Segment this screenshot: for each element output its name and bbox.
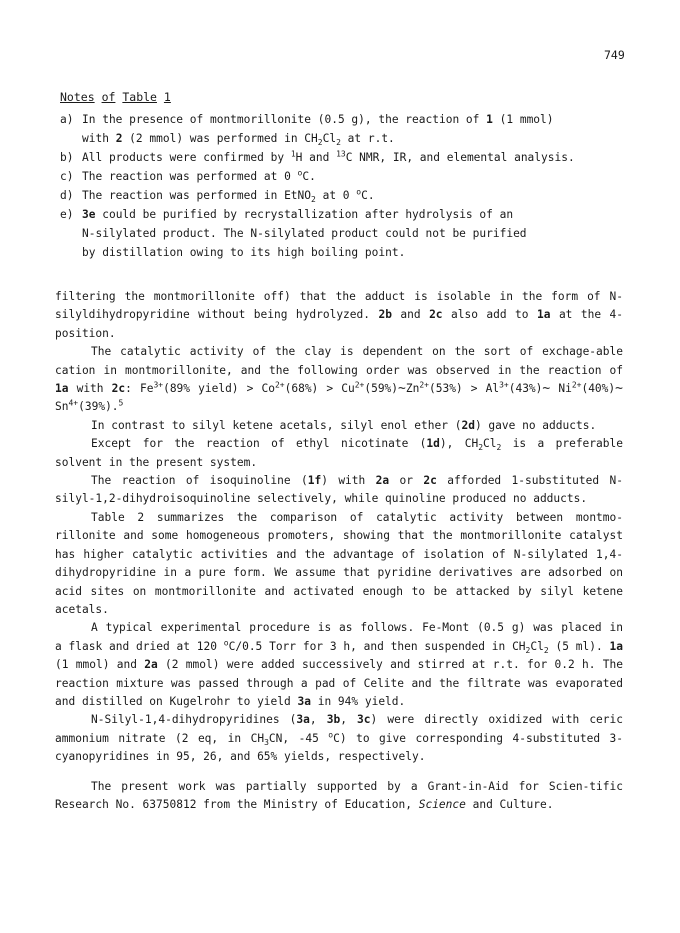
note-b: b) All products were confirmed by $^1$H and $^{13}$C NMR, IR, and elemental analysis. [60, 149, 575, 164]
note-a: a) In the presence of montmorillonite (0.5 g), the reaction of 1 (1 mmol) with 2 (2 mmol) was performed in $CH_2Cl_2$ at r.t. [60, 113, 554, 148]
paragraph-5: The reaction of isoquinoline (1f) with 2a or 2c afforded 1-substituted N-silyl-1,2-dihydroisoquinoline selectively, while quinoline produced no adducts. [55, 474, 623, 506]
paragraph-4: Except for the reaction of ethyl nicotinate (1d), $CH_2Cl_2$ is a preferable solvent in the present system. [55, 437, 623, 469]
table-notes [60, 110, 640, 262]
note-c: c) The reaction was performed at 0 $^o$C. [60, 168, 316, 183]
paragraph-8: N-Silyl-1,4-dihydropyridines (3a, 3b, 3c) were directly oxidized with ceric ammonium nitrate (2 eq, in $CH_3CN$, -45 $^o$C) to give corresponding 4-substituted 3-cyanopyridines in 95, 26, and 65% yields, respectively. [55, 713, 624, 764]
paragraph-2: The catalytic activity of the clay is dependent on the sort of exchage-able cation in montmorillonite, and the following order was observed in the reaction of 1a with 2c: $Fe^{3+}(89\%$ yield) > $Co^{2+}(68\%)$ > $Cu^{2+}(59\%)\sim Zn^{2+}(53\%)$ > $Al^{3+}(43\%)\sim$ $Ni^{2+}(40\%)\sim$ $Sn^{4+}(39\%).^5$ [55, 345, 623, 414]
paragraph-6: Table 2 summarizes the comparison of catalytic activity between montmo-rillonite and some homogeneous promoters, showing that the montmorillonite catalyst has higher catalytic activities and the advantage of isolation of N-silylated 1,4-dihydropyridine in a pure form. We assume that pyridine derivatives are adsorbed on acid sites on montmorillonite and activated enough to be attacked by silyl ketene acetals. [55, 510, 623, 616]
paragraph-7: A typical experimental procedure is as follows. Fe-Mont (0.5 g) was placed in a flask and dried at 120 $^o$C/0.5 Torr for 3 h, and then suspended in $CH_2Cl_2$ (5 ml). 1a (1 mmol) and 2a (2 mmol) were added successively and stirred at r.t. for 0.2 h. The reaction mixture was passed through a pad of Celite and the filtrate was evaporated and distilled on Kugelrohr to yield 3a in 94% yield. [55, 621, 624, 708]
acknowledgement: The present work was partially supported by a Grant-in-Aid for Scien-tific Research No. 63750812 from the Ministry of Education, Science and Culture. [55, 779, 623, 811]
paragraph-1: filtering the montmorillonite off) that the adduct is isolable in the form of N-silyldihydropyridine without being hydrolyzed. 2b and 2c also add to 1a at the 4-position. [55, 290, 623, 340]
note-d: d) The reaction was performed in EtNO$_2$ at 0 $^o$C. [60, 187, 375, 205]
body-text [55, 288, 623, 814]
page-number: 749 [604, 48, 625, 62]
paragraph-3: In contrast to silyl ketene acetals, silyl enol ether (2d) gave no adducts. [91, 418, 597, 432]
notes-title: Notes of Table 1 [60, 90, 171, 104]
note-e: e) 3e could be purified by recrystallization after hydrolysis of an N-silylated product. The N-silylated product could not be purified by distillation owing to its high boiling point. [60, 208, 527, 259]
